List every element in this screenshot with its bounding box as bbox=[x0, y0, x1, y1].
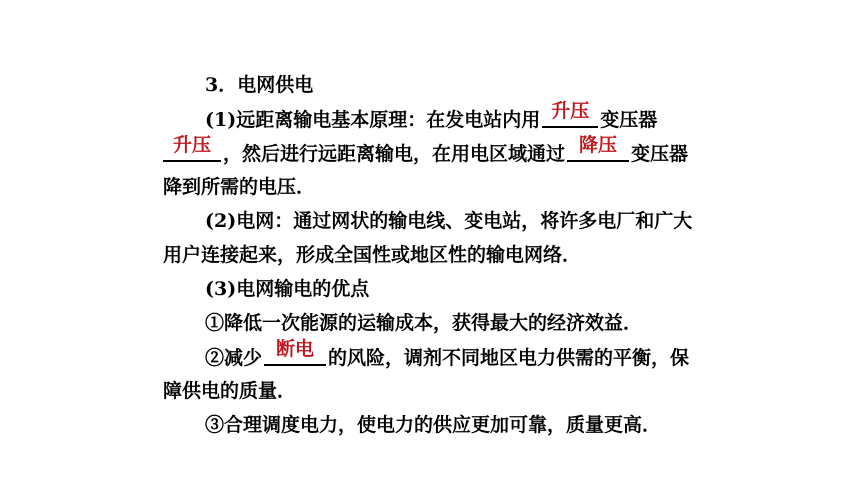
answer-1: 升压 bbox=[551, 100, 590, 122]
p3-item2-pre: ②减少 bbox=[205, 347, 263, 369]
p3-item1-text: ①降低一次能源的运输成本，获得最大的经济效益． bbox=[205, 312, 643, 334]
p1-line2 bbox=[163, 136, 688, 170]
p1-line1-pre: (1)远距离输电基本原理：在发电站内用 bbox=[205, 109, 541, 131]
answer-4: 断电 bbox=[276, 338, 315, 360]
p2-line1-text: (2)电网：通过网状的输电线、变电站，将许多电厂和广大 bbox=[205, 210, 693, 232]
p2-line2-text: 用户连接起来，形成全国性或地区性的输电网络． bbox=[163, 244, 582, 266]
p3-item2-line2-text: 障供电的质量． bbox=[163, 380, 297, 402]
p3-item3-text: ③合理调度电力，使电力的供应更加可靠，质量更高． bbox=[205, 414, 662, 436]
fill-blank-3 bbox=[567, 136, 629, 162]
p1-line3 bbox=[163, 170, 315, 204]
p1-line2-post: 变压器 bbox=[631, 143, 689, 165]
answer-3: 降压 bbox=[579, 134, 618, 156]
p3-title bbox=[205, 272, 369, 306]
fill-blank-2 bbox=[163, 136, 221, 162]
p2-line2 bbox=[163, 238, 581, 272]
p1-line2-mid: ，然后进行远距离输电，在用电区域通过 bbox=[223, 143, 566, 165]
p3-item2 bbox=[205, 340, 689, 374]
p2-line1 bbox=[205, 204, 692, 238]
p1-line1 bbox=[205, 102, 657, 136]
p1-line3-text: 降到所需的电压． bbox=[163, 176, 316, 198]
fill-blank-1 bbox=[542, 102, 598, 128]
p3-item2-post: 的风险，调剂不同地区电力供需的平衡，保 bbox=[328, 347, 690, 369]
heading-text: 3．电网供电 bbox=[205, 74, 314, 96]
p1-line1-post: 变压器 bbox=[600, 109, 658, 131]
p3-item1 bbox=[205, 306, 642, 340]
fill-blank-4 bbox=[264, 340, 326, 366]
p3-title-text: (3)电网输电的优点 bbox=[205, 278, 370, 300]
p3-item3 bbox=[205, 408, 661, 442]
answer-2: 升压 bbox=[172, 134, 211, 156]
p3-item2-cont bbox=[163, 374, 296, 408]
section-heading bbox=[205, 68, 313, 102]
